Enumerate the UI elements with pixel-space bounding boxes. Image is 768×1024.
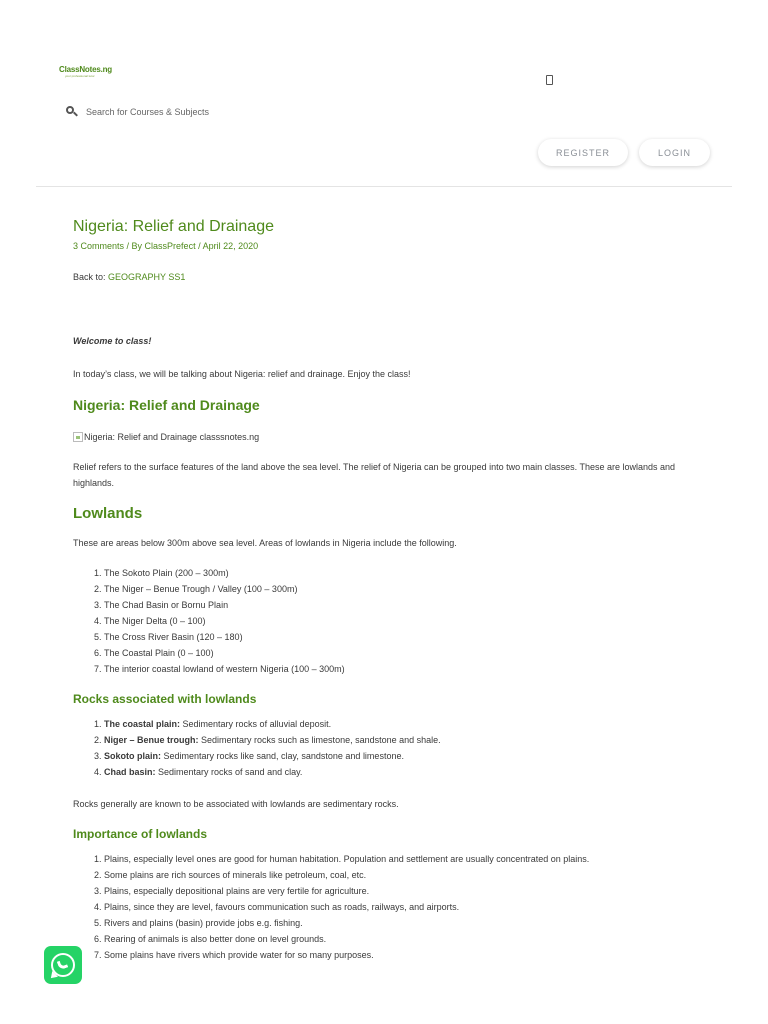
list-item: 5. Rivers and plains (basin) provide jobs e.g. fishing.: [104, 915, 703, 931]
rock-term: The coastal plain:: [104, 719, 181, 729]
list-item: 5. The Cross River Basin (120 – 180): [104, 629, 703, 645]
rock-desc: Sedimentary rocks such as limestone, sandstone and shale.: [198, 735, 441, 745]
post-date: April 22, 2020: [202, 241, 259, 251]
header-divider: [36, 186, 732, 187]
heading-rocks: Rocks associated with lowlands: [73, 692, 257, 706]
course-link[interactable]: GEOGRAPHY SS1: [108, 272, 186, 282]
rock-term: Sokoto plain:: [104, 751, 161, 761]
rock-desc: Sedimentary rocks of alluvial deposit.: [180, 719, 332, 729]
author-link[interactable]: ClassPrefect: [144, 241, 196, 251]
rock-term: Chad basin:: [104, 767, 156, 777]
login-button[interactable]: LOGIN: [639, 139, 710, 166]
mobile-menu-button[interactable]: [544, 74, 556, 88]
list-item: [104, 748, 703, 764]
list-item: 6. Rearing of animals is also better done on level grounds.: [104, 931, 703, 947]
list-item: 1. The Sokoto Plain (200 – 300m): [104, 565, 703, 581]
logo-tagline: your professional tutor: [65, 74, 95, 78]
list-item: 7. The interior coastal lowland of western Nigeria (100 – 300m): [104, 661, 703, 677]
list-item: 7. Some plains have rivers which provide water for so many purposes.: [104, 947, 703, 963]
post-meta: [73, 240, 703, 253]
heading-importance: Importance of lowlands: [73, 827, 208, 841]
list-item: [104, 764, 703, 780]
rocks-list: [104, 716, 703, 780]
list-item: 2. The Niger – Benue Trough / Valley (100 – 300m): [104, 581, 703, 597]
relief-paragraph: Relief refers to the surface features of the land above the sea level. The relief of Nigeria can be grouped into two main classes. These are lowlands and highlands.: [73, 462, 676, 488]
welcome-text: Welcome to class!: [73, 336, 152, 346]
date-separator: /: [195, 241, 203, 251]
list-item: 6. The Coastal Plain (0 – 100): [104, 645, 703, 661]
lowlands-list: [104, 565, 703, 677]
list-item: 4. Plains, since they are level, favours communication such as roads, railways, and airports.: [104, 899, 703, 915]
rocks-paragraph: Rocks generally are known to be associated with lowlands are sedimentary rocks.: [73, 799, 399, 809]
search-icon[interactable]: [66, 106, 78, 118]
intro-paragraph: In today’s class, we will be talking about Nigeria: relief and drainage. Enjoy the class!: [73, 369, 411, 379]
list-item: 1. Plains, especially level ones are good for human habitation. Population and settlement are usually concentrated on plains.: [104, 851, 703, 867]
comments-link[interactable]: 3 Comments: [73, 241, 125, 251]
list-item: 2. Some plains are rich sources of minerals like petroleum, coal, etc.: [104, 867, 703, 883]
whatsapp-chat-button[interactable]: [44, 946, 82, 984]
logo-text: ClassNotes.ng: [59, 65, 112, 74]
lowlands-paragraph: These are areas below 300m above sea level. Areas of lowlands in Nigeria include the following.: [73, 538, 457, 548]
list-item: [104, 732, 703, 748]
search-input[interactable]: [86, 107, 276, 117]
register-button[interactable]: REGISTER: [538, 139, 628, 166]
whatsapp-icon: [51, 953, 75, 977]
heading-lowlands: Lowlands: [73, 505, 143, 522]
back-to: [73, 271, 703, 284]
site-logo[interactable]: [59, 65, 119, 79]
importance-list: [104, 851, 703, 963]
heading-relief-drainage: Nigeria: Relief and Drainage: [73, 397, 260, 413]
mobile-menu-icon: [546, 75, 553, 85]
page-title: Nigeria: Relief and Drainage: [73, 218, 274, 235]
rock-term: Niger – Benue trough:: [104, 735, 199, 745]
rock-desc: Sedimentary rocks of sand and clay.: [155, 767, 303, 777]
back-label: Back to:: [73, 272, 109, 282]
list-item: 3. Plains, especially depositional plains are very fertile for agriculture.: [104, 883, 703, 899]
list-item: 4. The Niger Delta (0 – 100): [104, 613, 703, 629]
list-item: [104, 716, 703, 732]
list-item: 3. The Chad Basin or Bornu Plain: [104, 597, 703, 613]
image-alt-text: Nigeria: Relief and Drainage classsnotes.ng: [84, 432, 260, 442]
article-content: [73, 216, 703, 963]
by-label: / By: [124, 241, 145, 251]
search-bar: [66, 104, 286, 120]
rock-desc: Sedimentary rocks like sand, clay, sandstone and limestone.: [161, 751, 404, 761]
article-image: [73, 431, 703, 443]
broken-image-icon: [73, 432, 83, 442]
